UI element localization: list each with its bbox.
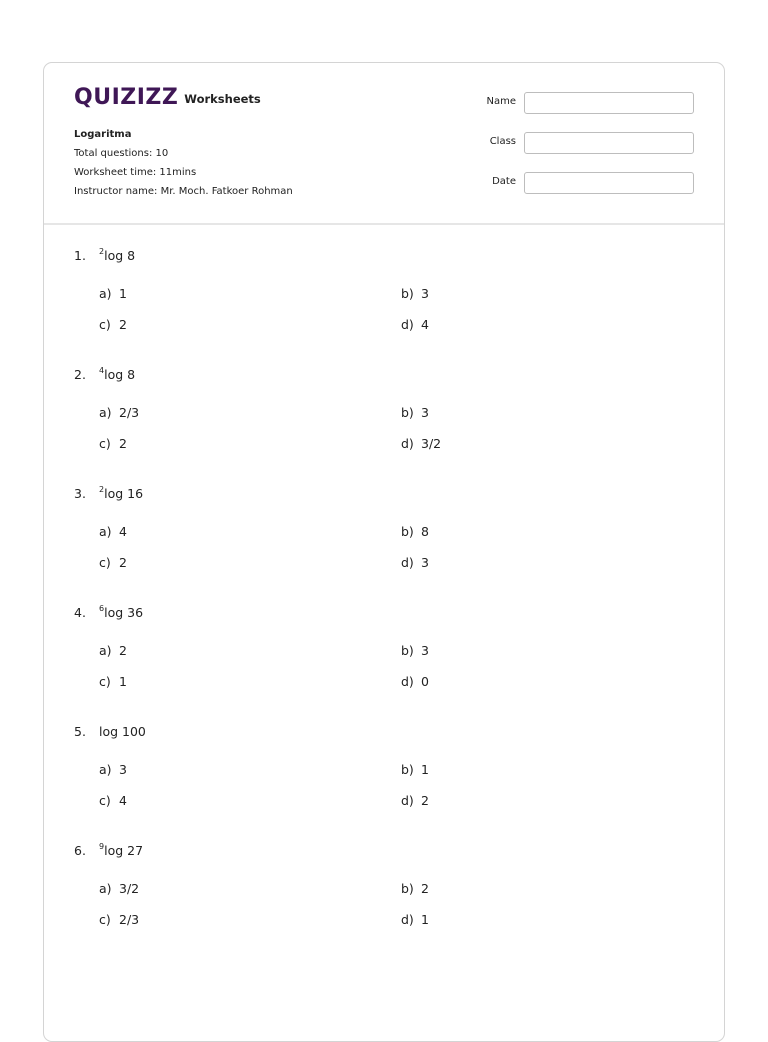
question-stem [74,364,694,384]
worksheet-title: Logaritma [74,129,132,140]
question-text: log 100 [99,723,146,739]
question-number: 6. [74,842,86,858]
question-text: log 36 [104,605,144,620]
worksheet-meta [74,125,293,201]
question-stem [74,483,694,503]
quizizz-logo: QUIZIZZ [74,85,179,110]
brand-subtitle: Worksheets [184,91,261,106]
option-b: b) 8 [401,523,429,539]
answer-options [99,402,694,453]
option-b: b) 3 [401,285,429,301]
question-text: log 27 [104,843,144,858]
option-a: a) 2/3 [99,404,140,420]
question-1 [74,245,694,334]
date-field [492,172,694,194]
option-c: c) 2 [99,435,127,451]
log-base: 6 [99,604,105,613]
option-d: d) 3/2 [401,435,442,451]
option-a: a) 3/2 [99,880,140,896]
log-base: 2 [99,485,105,494]
name-field [486,92,694,114]
question-number: 2. [74,366,86,382]
log-base: 2 [99,247,105,256]
class-input[interactable] [524,132,694,154]
question-number: 1. [74,247,86,263]
question-5 [74,721,694,810]
brand [74,85,261,110]
question-3 [74,483,694,572]
answer-options [99,521,694,572]
option-d: d) 1 [401,911,429,927]
log-base: 4 [99,366,105,375]
option-c: c) 2/3 [99,911,140,927]
answer-options [99,283,694,334]
option-d: d) 0 [401,673,429,689]
date-input[interactable] [524,172,694,194]
class-label: Class [489,136,516,147]
option-d: d) 2 [401,792,429,808]
answer-options [99,759,694,810]
option-a: a) 4 [99,523,127,539]
date-label: Date [492,176,516,187]
option-a: a) 2 [99,642,127,658]
name-label: Name [486,96,516,107]
question-stem [74,840,694,860]
option-d: d) 3 [401,554,429,570]
log-base: 9 [99,842,105,851]
option-d: d) 4 [401,316,429,332]
option-c: c) 2 [99,316,127,332]
question-list [74,245,694,929]
question-stem [74,721,694,741]
class-field [489,132,694,154]
question-stem [74,602,694,622]
option-c: c) 2 [99,554,127,570]
worksheet-time: Worksheet time: 11mins [74,167,197,178]
option-a: a) 3 [99,761,127,777]
answer-options [99,878,694,929]
question-number: 4. [74,604,86,620]
instructor-name: Instructor name: Mr. Moch. Fatkoer Rohman [74,186,293,197]
worksheet-page [43,62,725,1042]
answer-options [99,640,694,691]
worksheet-header [44,63,724,225]
question-number: 5. [74,723,86,739]
total-questions: Total questions: 10 [74,148,169,159]
option-c: c) 4 [99,792,127,808]
question-text: log 8 [104,367,136,382]
option-b: b) 3 [401,404,429,420]
question-text: log 8 [104,248,136,263]
option-b: b) 2 [401,880,429,896]
option-a: a) 1 [99,285,127,301]
option-c: c) 1 [99,673,127,689]
option-b: b) 3 [401,642,429,658]
question-text: log 16 [104,486,144,501]
question-6 [74,840,694,929]
question-number: 3. [74,485,86,501]
option-b: b) 1 [401,761,429,777]
question-2 [74,364,694,453]
question-stem [74,245,694,265]
name-input[interactable] [524,92,694,114]
question-4 [74,602,694,691]
